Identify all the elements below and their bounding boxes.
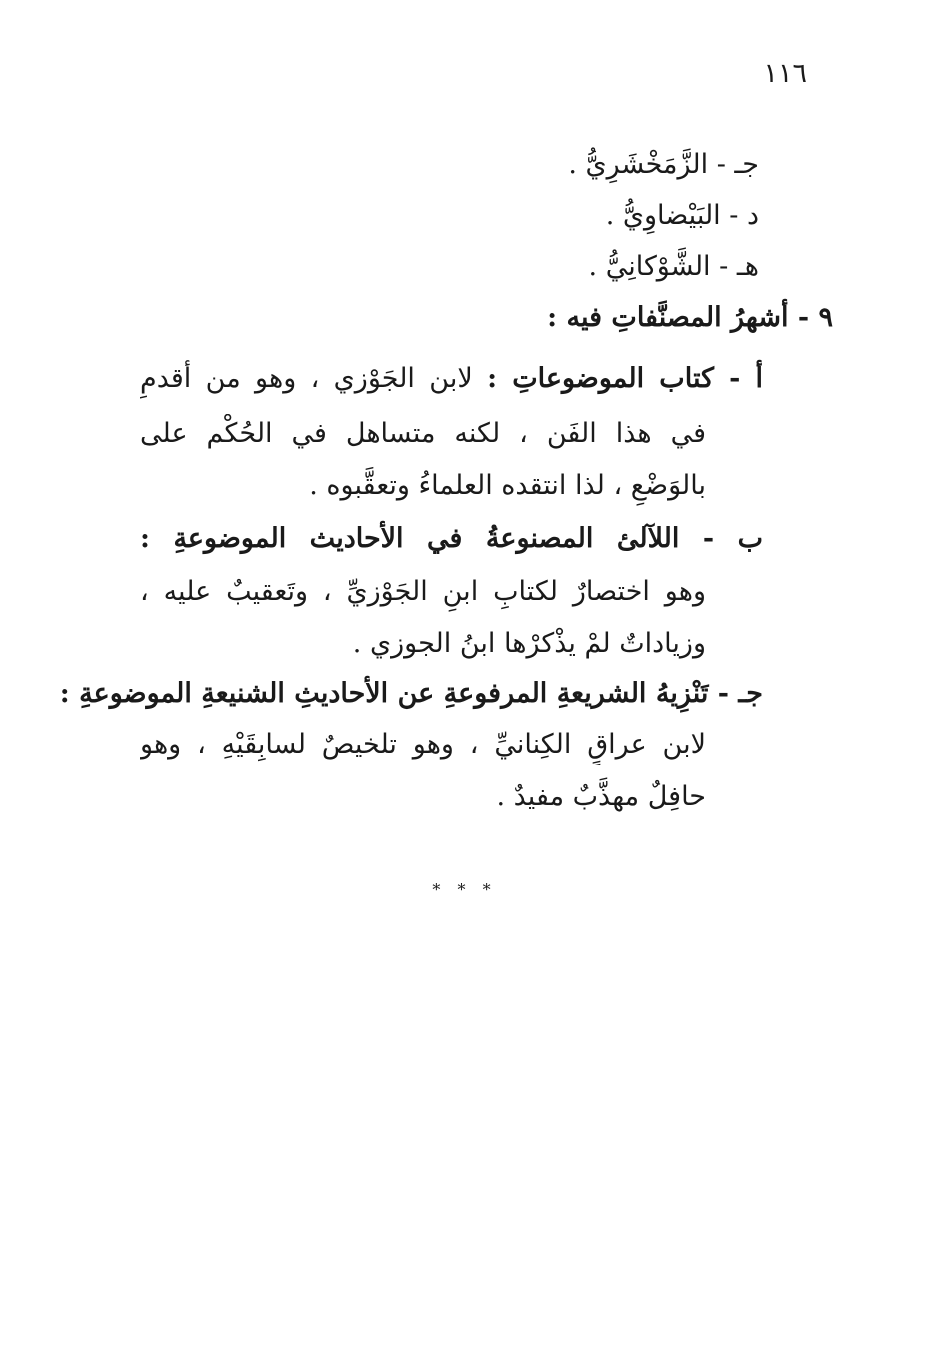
entry-b-line-2: وهو اختصارٌ لكتابِ ابنِ الجَوْزيِّ ، وتَعقيبٌ عليه ، — [140, 576, 706, 607]
entry-b-line-3: وزياداتٌ لمْ يذْكرْها ابنُ الجوزي . — [352, 628, 706, 659]
entry-c-line-3: حافِلٌ مهذَّبٌ مفيدٌ . — [496, 781, 706, 812]
entry-b-line-1 — [140, 519, 763, 559]
entry-c-title: جـ - تَنْزِيهُ الشريعةِ المرفوعةِ عن الأحاديثِ الشنيعةِ الموضوعةِ : — [59, 678, 763, 709]
sub-item-baydawi: د - البَيْضاوِيُّ . — [605, 200, 759, 231]
section-separator: * * * — [432, 880, 497, 899]
section-heading: ٩ - أشهرُ المصنَّفاتِ فيه : — [547, 302, 833, 333]
entry-c-line-1 — [59, 674, 763, 714]
entry-a-line-2: في هذا الفَن ، لكنه متساهل في الحُكْم على — [140, 418, 706, 449]
entry-a-line-1-text: لابن الجَوْزي ، وهو من أقدمِ — [140, 363, 473, 394]
page-number: ١١٦ — [763, 58, 807, 89]
entry-a-line-3: بالوَضْعِ ، لذا انتقده العلماءُ وتعقَّبوه . — [309, 470, 706, 501]
entry-a-line-1 — [140, 359, 763, 399]
sub-item-zamakhshari: جـ - الزَّمَخْشَرِيُّ . — [568, 149, 759, 180]
entry-a-title: أ - كتاب الموضوعاتِ : — [487, 363, 763, 394]
entry-b-title: ب - اللآلئ المصنوعةُ في الأحاديث الموضوعةِ : — [140, 523, 763, 554]
entry-c-line-2: لابن عراقٍ الكِنانيِّ ، وهو تلخيصٌ لسابِقَيْهِ ، وهو — [140, 729, 706, 760]
sub-item-shawkani: هـ - الشَّوْكانِيُّ . — [588, 251, 759, 282]
